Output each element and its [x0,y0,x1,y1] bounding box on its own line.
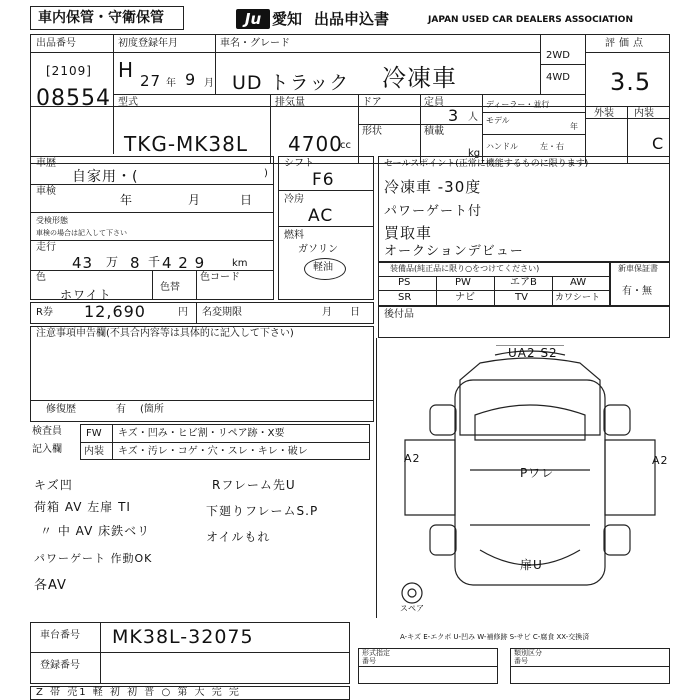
inspection-label: 車検 [36,186,56,197]
damage-left: A2 [404,452,421,465]
chassis-no-value: MK38L-32075 [112,626,254,648]
form-title: 出品申込書 [314,10,390,28]
shift-label: シフト [284,158,314,169]
lot-code: [2109] [46,64,92,78]
note-right-2: 下廻りフレームS.P [206,504,319,518]
equip-navi: ナビ [455,292,475,303]
equip-aw: AW [570,277,587,288]
recycle-label: R券 [36,307,53,318]
class-code-number: 番号 [514,657,528,665]
receipt-form-label: 受検形態 [36,216,68,225]
color-label: 色 [36,272,46,283]
first-reg-label: 初度登録年月 [118,38,178,49]
color-change-label: 色替 [160,282,180,293]
fw-label: FW [86,428,102,439]
displacement-value: 4700 [288,132,343,156]
note-left-3: 〃 中 AV 床鉄ベリ [40,524,151,538]
year-label-1: 年 [166,78,176,89]
fw-items: キズ・凹み・ヒビ割・リペア跡・X要 [118,428,285,439]
mileage-sen-unit: 千 [148,255,161,269]
note-left-1: キズ凹 [34,478,73,492]
repair-history-value: 有 [116,404,126,415]
ju-logo: Ju [236,9,270,29]
interior-row-label: 内装 [84,446,104,457]
inspector-label: 検査員 [32,426,62,437]
class-code-label: 類別区分 [514,649,542,657]
recycle-yen: 円 [178,307,188,318]
logo-pref: 愛知 [272,10,303,28]
dealer-import-label: ディーラー・並行 [486,100,550,109]
inspection-month: 月 [188,193,201,207]
warranty-options: 有・無 [622,286,652,297]
warranty-label: 新車保証書 [618,264,658,273]
reg-month: 9 [185,70,197,89]
mileage-rest-value: 4 2 9 [162,254,206,272]
entry-label: 記入欄 [32,444,62,455]
history-value: 自家用・( [72,169,139,185]
lot-no-label: 出品番号 [36,38,76,49]
footer-codes: Z 帯 売1 軽 初 初 普 ○ 第 大 完 完 [36,687,241,698]
equip-sr: SR [398,292,412,303]
reg-era: H [118,58,135,82]
load-label: 積載 [424,126,444,137]
capacity-label: 定員 [424,97,444,108]
car-name: UD トラック [232,72,350,94]
mileage-label: 走行 [36,242,56,253]
capacity-value: 3 [448,106,460,125]
notice-block [30,326,374,422]
fuel-gasoline: ガソリン [298,244,338,255]
interior-label: 内装 [634,108,654,119]
reg-no-label: 登録番号 [40,660,80,671]
aftermarket-label: 後付品 [384,309,414,320]
steering-options: 左・右 [540,142,564,151]
load-unit: kg [468,148,481,159]
note-left-5: 各AV [34,578,67,593]
steering-label: ハンドル [486,142,518,151]
rating-label: 評価点 [605,38,647,49]
rating-value: 3.5 [610,68,652,96]
sales-points-label: セールスポイント(正常に機能するものに限ります) [384,159,589,169]
car-name-grade-label: 車名・グレード [220,38,290,49]
notice-title: 注意事項申告欄(不具合内容等は具体的に記入して下さい) [36,328,294,339]
drive-4wd-label: 4WD [546,72,570,83]
damage-legend: A-キズ E-エクボ U-凹み W-補修跡 S-サビ C-腐食 XX-交換済 [400,633,590,641]
displacement-label: 排気量 [275,97,305,108]
history-close: ) [264,168,268,179]
repair-history-suffix: (箇所 [140,404,164,415]
sales-point-1: 冷凍車 -30度 [384,178,482,196]
recycle-value: 12,690 [84,302,146,321]
model-label: 型式 [118,97,138,108]
reg-year: 27 [140,72,162,90]
equip-tv: TV [515,292,528,303]
interior-grade: C [652,134,665,153]
model-year-label: モデル [486,116,510,125]
mileage-man-unit: 万 [106,255,119,269]
mileage-sen-value: 8 [130,254,141,272]
sales-point-3: 買取車 [384,224,433,242]
receipt-note: 車検の場合は記入して下さい [36,229,127,237]
ac-value: AC [308,206,334,226]
displacement-unit: cc [340,140,351,151]
shift-value: F6 [312,170,335,190]
sales-point-4: オークションデビュー [384,244,524,259]
equip-airbag: エアB [510,277,537,288]
equipment-label: 装備品(純正品に限り○をつけてください) [390,264,540,273]
damage-top: UA2 S2 [508,346,558,360]
shape-code-number: 番号 [362,657,376,665]
name-change-label: 名変期限 [202,307,242,318]
history-label: 車歴 [36,158,56,169]
equip-leather: カワシート [555,293,601,303]
shape-code-label: 形式指定 [362,649,390,657]
repair-history-label: 修復歴 [46,404,76,415]
mileage-man-value: 43 [72,254,94,272]
color-code-label: 色コード [200,272,240,283]
grade: 冷凍車 [382,64,457,92]
interior-items: キズ・汚レ・コゲ・穴・スレ・キレ・破レ [118,446,308,457]
equip-pw: PW [455,277,471,288]
mileage-km-unit: km [232,258,248,269]
note-right-1: Rフレーム先U [212,478,296,492]
fuel-label: 燃料 [284,230,304,241]
chassis-no-label: 車台番号 [40,630,80,641]
name-change-month: 月 [322,307,332,318]
capacity-unit: 人 [468,112,478,123]
note-right-3: オイルもれ [206,530,271,544]
month-label-1: 月 [204,78,214,89]
note-left-2: 荷箱 AV 左扉 TI [34,500,131,514]
color-value: ホワイト [60,288,112,302]
name-change-day: 日 [350,307,360,318]
association-name: JAPAN USED CAR DEALERS ASSOCIATION [428,15,633,25]
storage-note: 車内保管・守衛保管 [38,10,164,26]
damage-center: Pワレ [520,466,555,480]
exterior-label: 外装 [594,108,614,119]
equip-ps: PS [398,277,411,288]
model-value: TKG-MK38L [124,132,249,156]
note-left-4: パワーゲート 作動OK [34,552,153,565]
model-year-suffix: 年 [570,122,578,131]
damage-bottom: 扉U [520,558,543,572]
ac-label: 冷房 [284,194,304,205]
inspection-year: 年 [120,193,133,207]
doors-label: ドア [362,97,382,108]
drive-2wd-label: 2WD [546,50,570,61]
shape-label: 形状 [362,126,382,137]
aftermarket-block [378,306,670,338]
lot-number: 08554 [36,86,111,111]
fuel-light-oil: 軽油 [313,262,333,273]
damage-right: A2 [652,454,669,467]
spare-label: スペア [400,604,424,613]
sales-point-2: パワーゲート付 [384,204,483,219]
inspection-day: 日 [240,193,253,207]
